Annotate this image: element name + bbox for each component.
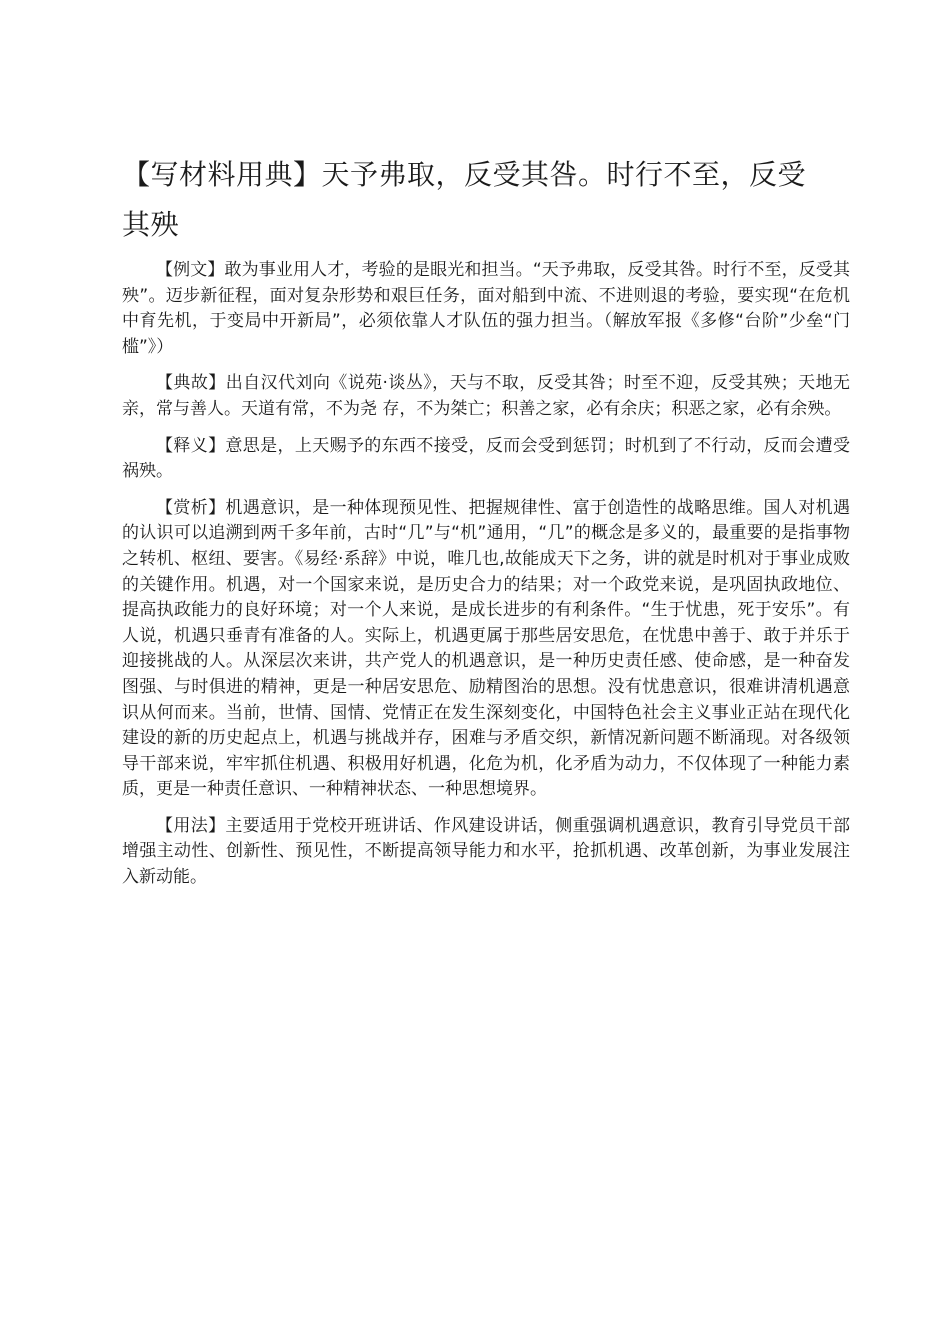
paragraph-meaning: 【释义】意思是，上天赐予的东西不接受，反而会受到惩罚；时机到了不行动，反而会遭受祸殃。 — [122, 435, 850, 482]
paragraph-example: 【例文】敢为事业用人才，考验的是眼光和担当。“天予弗取，反受其咎。时行不至，反受其殃”。迈步新征程，面对复杂形势和艰巨任务，面对船到中流、不进则退的考验，要实现“在危机中育先机，于变局中开新局”，必须依靠人才队伍的强力担当。（解放军报《多修“台阶”少垒“门槛”》） — [122, 260, 850, 357]
paragraph-usage: 【用法】主要适用于党校开班讲话、作风建设讲话，侧重强调机遇意识，教育引导党员干部增强主动性、创新性、预见性，不断提高领导能力和水平，抢抓机遇、改革创新，为事业发展注入新动能。 — [122, 815, 850, 888]
document-body — [122, 258, 850, 902]
document-title: 【写材料用典】天予弗取，反受其咎。时行不至，反受其殃 — [122, 158, 807, 241]
paragraph-analysis: 【赏析】机遇意识，是一种体现预见性、把握规律性、富于创造性的战略思维。国人对机遇的认识可以追溯到两千多年前，古时“几”与“机”通用，“几”的概念是多义的，最重要的是指事物之转机、枢纽、要害。《易经·系辞》中说，唯几也,故能成天下之务，讲的就是时机对于事业成败的关键作用。机遇，对一个国家来说，是历史合力的结果；对一个政党来说，是巩固执政地位、提高执政能力的良好环境；对一个人来说，是成长进步的有利条件。“生于忧患，死于安乐”。有人说，机遇只垂青有准备的人。实际上，机遇更属于那些居安思危，在忧患中善于、敢于并乐于迎接挑战的人。从深层次来讲，共产党人的机遇意识，是一种历史责任感、使命感，是一种奋发图强、与时俱进的精神，更是一种居安思危、励精图治的思想。没有忧患意识，很难讲清机遇意识从何而来。当前，世情、国情、党情正在发生深刻变化，中国特色社会主义事业正站在现代化建设的新的历史起点上，机遇与挑战并存，困难与矛盾交织，新情况新问题不断涌现。对各级领导干部来说，牢牢抓住机遇、积极用好机遇，化危为机，化矛盾为动力，不仅体现了一种能力素质，更是一种责任意识、一种精神状态、一种思想境界。 — [122, 497, 850, 800]
paragraph-allusion: 【典故】出自汉代刘向《说苑·谈丛》，天与不取，反受其咎；时至不迎，反受其殃；天地无亲，常与善人。天道有常，不为尧 存，不为桀亡；积善之家，必有余庆；积恶之家，必有余殃。 — [122, 373, 850, 419]
